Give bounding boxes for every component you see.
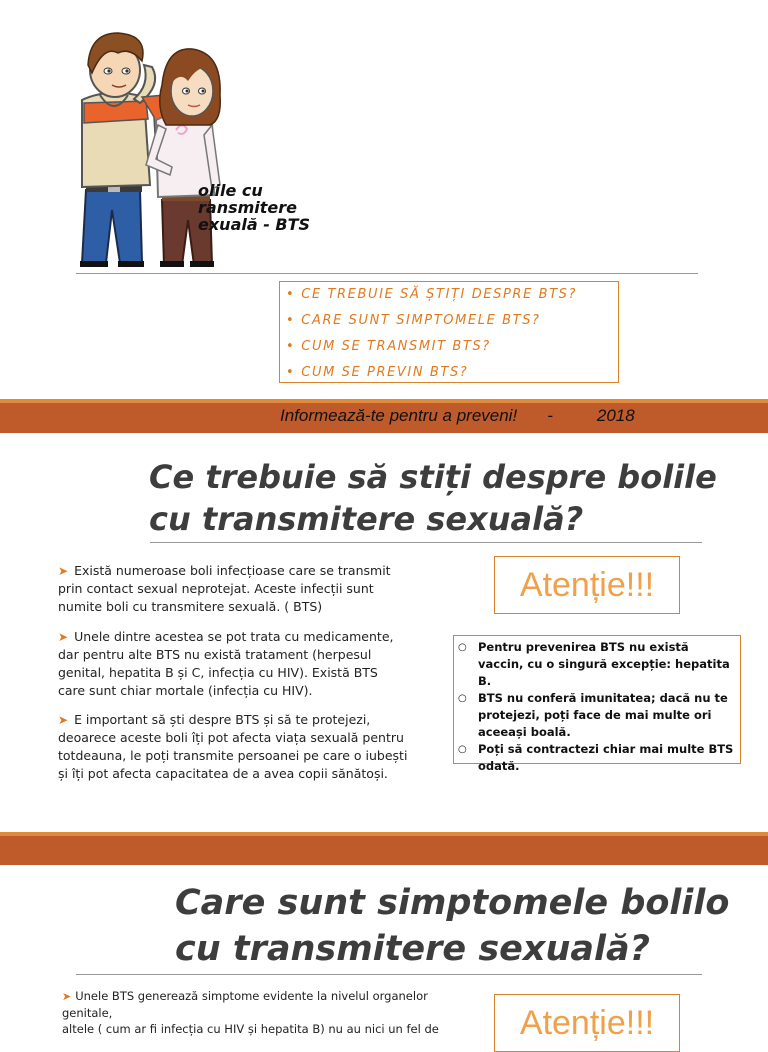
toc-item-label: CUM SE TRANSMIT BTS? bbox=[301, 339, 491, 354]
band-accent-stripe bbox=[0, 832, 768, 836]
slogan bbox=[280, 406, 635, 426]
toc-item-label: CE TREBUIE SĂ ȘTIȚI DESPRE BTS? bbox=[301, 287, 578, 302]
slide-title bbox=[175, 880, 729, 972]
list-item-text: Unele dintre acestea se pot trata cu medicamente, dar pentru alte BTS nu există tratament (herpesul genital, hepatita B și C, infecția cu HIV). Există BTS care sunt chiar mortale (infecția cu HIV). bbox=[58, 629, 394, 698]
slide-title-line: cu transmitere sexuală? bbox=[149, 500, 584, 538]
list-item bbox=[58, 628, 408, 700]
list-item-text: Unele BTS generează simptome evidente la nivelul organelor genitale, bbox=[62, 989, 428, 1020]
divider-line bbox=[150, 542, 702, 543]
table-of-contents bbox=[279, 281, 619, 383]
notes-box bbox=[453, 635, 741, 773]
slide-separator-band bbox=[0, 832, 768, 865]
note-item bbox=[458, 741, 734, 775]
band-accent-stripe bbox=[0, 399, 768, 403]
circle-bullet-icon: ○ bbox=[458, 693, 467, 704]
slogan-text: Informează-te pentru a preveni! bbox=[280, 406, 518, 425]
divider-line bbox=[76, 974, 702, 975]
toc-item[interactable] bbox=[286, 362, 612, 388]
slide-title-line: Care sunt simptomele bolilo bbox=[175, 883, 730, 923]
note-item bbox=[458, 690, 734, 741]
attention-box: Atenție!!! bbox=[494, 994, 680, 1052]
circle-bullet-icon: ○ bbox=[458, 744, 467, 755]
bullet-icon: • bbox=[286, 339, 296, 354]
list-item-text: E important să ști despre BTS și să te protejezi, deoarece aceste boli îți pot afecta viața sexuală pentru totdeauna, le poți transmite persoanei pe care o iubești și îți pot afecta capacitatea de a avea copii sănătoși. bbox=[58, 712, 408, 781]
bullet-icon: • bbox=[286, 365, 296, 380]
divider-line bbox=[76, 273, 698, 274]
slide-title-line: Ce trebuie să stiți despre bolile bbox=[149, 458, 717, 496]
bullet-icon: • bbox=[286, 287, 296, 302]
slogan-year: 2018 bbox=[596, 406, 635, 425]
note-item bbox=[458, 639, 734, 690]
cover-title-line: ransmitere bbox=[198, 198, 297, 217]
toc-item-label: CARE SUNT SIMPTOMELE BTS? bbox=[301, 313, 541, 328]
list-item bbox=[58, 562, 408, 616]
arrow-right-icon: ➤ bbox=[58, 630, 69, 644]
arrow-right-icon: ➤ bbox=[58, 713, 69, 727]
note-text: Pentru prevenirea BTS nu există vaccin, cu o singură excepție: hepatita B. bbox=[478, 640, 730, 688]
toc-item[interactable] bbox=[286, 310, 612, 336]
arrow-right-icon: ➤ bbox=[62, 990, 72, 1003]
arrow-right-icon: ➤ bbox=[58, 564, 69, 578]
cover-title-line: exuală - BTS bbox=[198, 215, 311, 234]
cover-title-line: olile cu bbox=[198, 181, 263, 200]
list-item-text: altele ( cum ar fi infecția cu HIV și hepatita B) nu au nici un fel de bbox=[62, 1022, 439, 1036]
girl-figure bbox=[146, 49, 220, 267]
toc-item-label: CUM SE PREVIN BTS? bbox=[301, 365, 469, 380]
slogan-separator: - bbox=[547, 406, 553, 425]
note-text: BTS nu conferă imunitatea; dacă nu te protejezi, poți face de mai multe ori aceeași boală. bbox=[478, 691, 728, 739]
slide-title bbox=[149, 456, 717, 540]
note-text: Poți să contractezi chiar mai multe BTS odată. bbox=[478, 742, 734, 773]
slide-title-line: cu transmitere sexuală? bbox=[175, 929, 650, 969]
attention-box: Atenție!!! bbox=[494, 556, 680, 614]
toc-item[interactable] bbox=[286, 284, 612, 310]
list-item-text: Există numeroase boli infecțioase care se transmit prin contact sexual neprotejat. Aceste infecții sunt numite boli cu transmitere sexuală. ( BTS) bbox=[58, 563, 391, 614]
toc-item[interactable] bbox=[286, 336, 612, 362]
list-item bbox=[58, 711, 408, 783]
cover-title bbox=[198, 182, 310, 233]
bullet-icon: • bbox=[286, 313, 296, 328]
circle-bullet-icon: ○ bbox=[458, 642, 467, 653]
list-item bbox=[62, 988, 452, 1037]
